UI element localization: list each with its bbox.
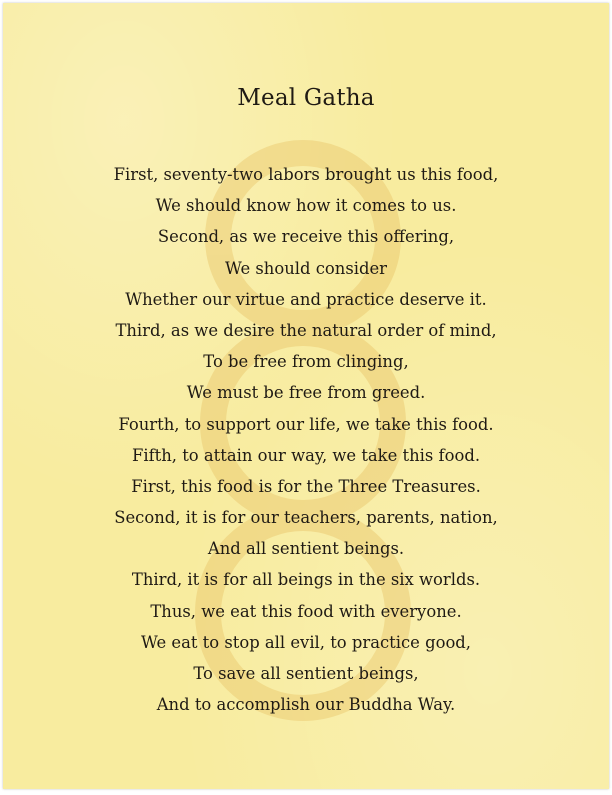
verse-line: Second, as we receive this offering, <box>157 227 455 247</box>
document-title: Meal Gatha <box>237 85 375 111</box>
verse-line: Fourth, to support our life, we take this food. <box>118 414 494 434</box>
verse-line: We should consider <box>224 258 388 278</box>
verse-line: Second, it is for our teachers, parents, nation, <box>114 508 498 528</box>
verse-line: We eat to stop all evil, to practice good, <box>140 632 472 652</box>
verse-line: To be free from clinging, <box>203 352 409 372</box>
verse-line: First, seventy-two labors brought us this food, <box>113 165 499 184</box>
verse-line: Fifth, to attain our way, we take this food. <box>131 445 481 465</box>
verse-line: We should know how it comes to us. <box>155 196 457 216</box>
paper-page <box>3 3 609 789</box>
verse-line: Whether our virtue and practice deserve it. <box>125 289 487 309</box>
verse-line: First, this food is for the Three Treasures. <box>131 476 481 496</box>
verse-line: Thus, we eat this food with everyone. <box>150 601 462 621</box>
verse-line: To save all sentient beings, <box>193 664 419 683</box>
verse-line: Third, as we desire the natural order of mind, <box>115 320 497 340</box>
verse-line: We must be free from greed. <box>186 383 426 403</box>
gatha-verse <box>3 159 609 720</box>
verse-line: And all sentient beings. <box>207 539 405 559</box>
verse-line: Third, it is for all beings in the six worlds. <box>131 570 481 590</box>
verse-line: And to accomplish our Buddha Way. <box>156 695 456 715</box>
